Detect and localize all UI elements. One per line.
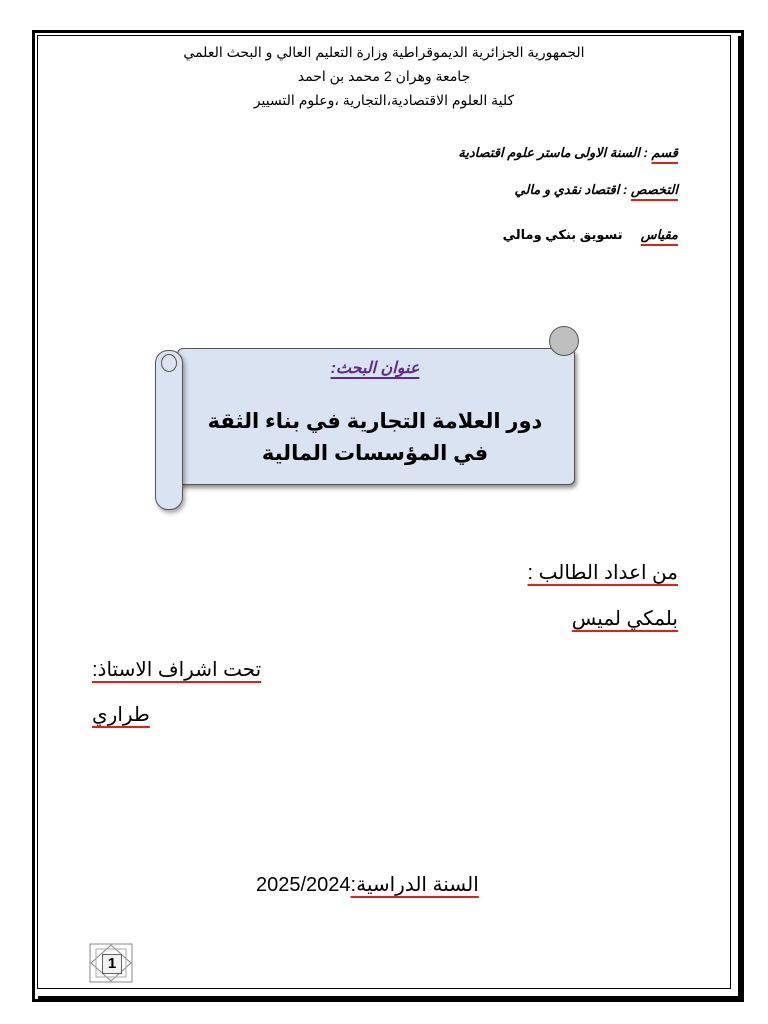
- department-line: [458, 145, 678, 161]
- research-title-scroll: [155, 326, 580, 511]
- module-line: [503, 227, 678, 243]
- research-title-line1: دور العلامة التجارية في بناء الثقة: [207, 410, 543, 433]
- scroll-right-curl: [549, 326, 579, 356]
- academic-year-value: 2025/2024: [256, 874, 351, 896]
- header-faculty: كلية العلوم الاقتصادية،التجارية ،وعلوم التسيير: [253, 92, 515, 108]
- research-title-line2: في المؤسسات المالية: [261, 442, 489, 465]
- student-name: بلمكي لميس: [571, 608, 678, 630]
- research-title-label: عنوان البحث:: [330, 360, 420, 377]
- research-title: [177, 406, 573, 470]
- academic-year-label: السنة الدراسية:: [350, 874, 479, 896]
- specialty-value: : اقتصاد نقدي و مالي: [514, 182, 628, 197]
- page-number: 1: [102, 954, 122, 974]
- module-value: تسويق بنكي ومالي: [502, 227, 623, 242]
- supervisor-label: تحت اشراف الاستاذ:: [92, 659, 262, 681]
- academic-year: [256, 872, 479, 897]
- module-label: مقياس: [640, 227, 678, 242]
- page-border-shadow-right: [738, 36, 742, 1000]
- specialty-label: التخصص: [630, 182, 678, 197]
- department-value: : السنة الاولى ماستر علوم اقتصادية: [458, 145, 648, 160]
- header-ministry: الجمهورية الجزائرية الديموقراطية وزارة التعليم العالي و البحث العلمي: [183, 44, 585, 60]
- header-university: جامعة وهران 2 محمد بن احمد: [297, 68, 471, 84]
- page-border-inner: [37, 35, 731, 989]
- page-border-shadow-bottom: [38, 996, 742, 1000]
- student-label: من اعداد الطالب :: [527, 562, 678, 584]
- department-label: قسم: [651, 145, 678, 160]
- page-number-ornament: [89, 943, 133, 983]
- specialty-line: [515, 182, 678, 198]
- supervisor-name: طراري: [92, 704, 150, 726]
- scroll-left-curl: [161, 354, 177, 372]
